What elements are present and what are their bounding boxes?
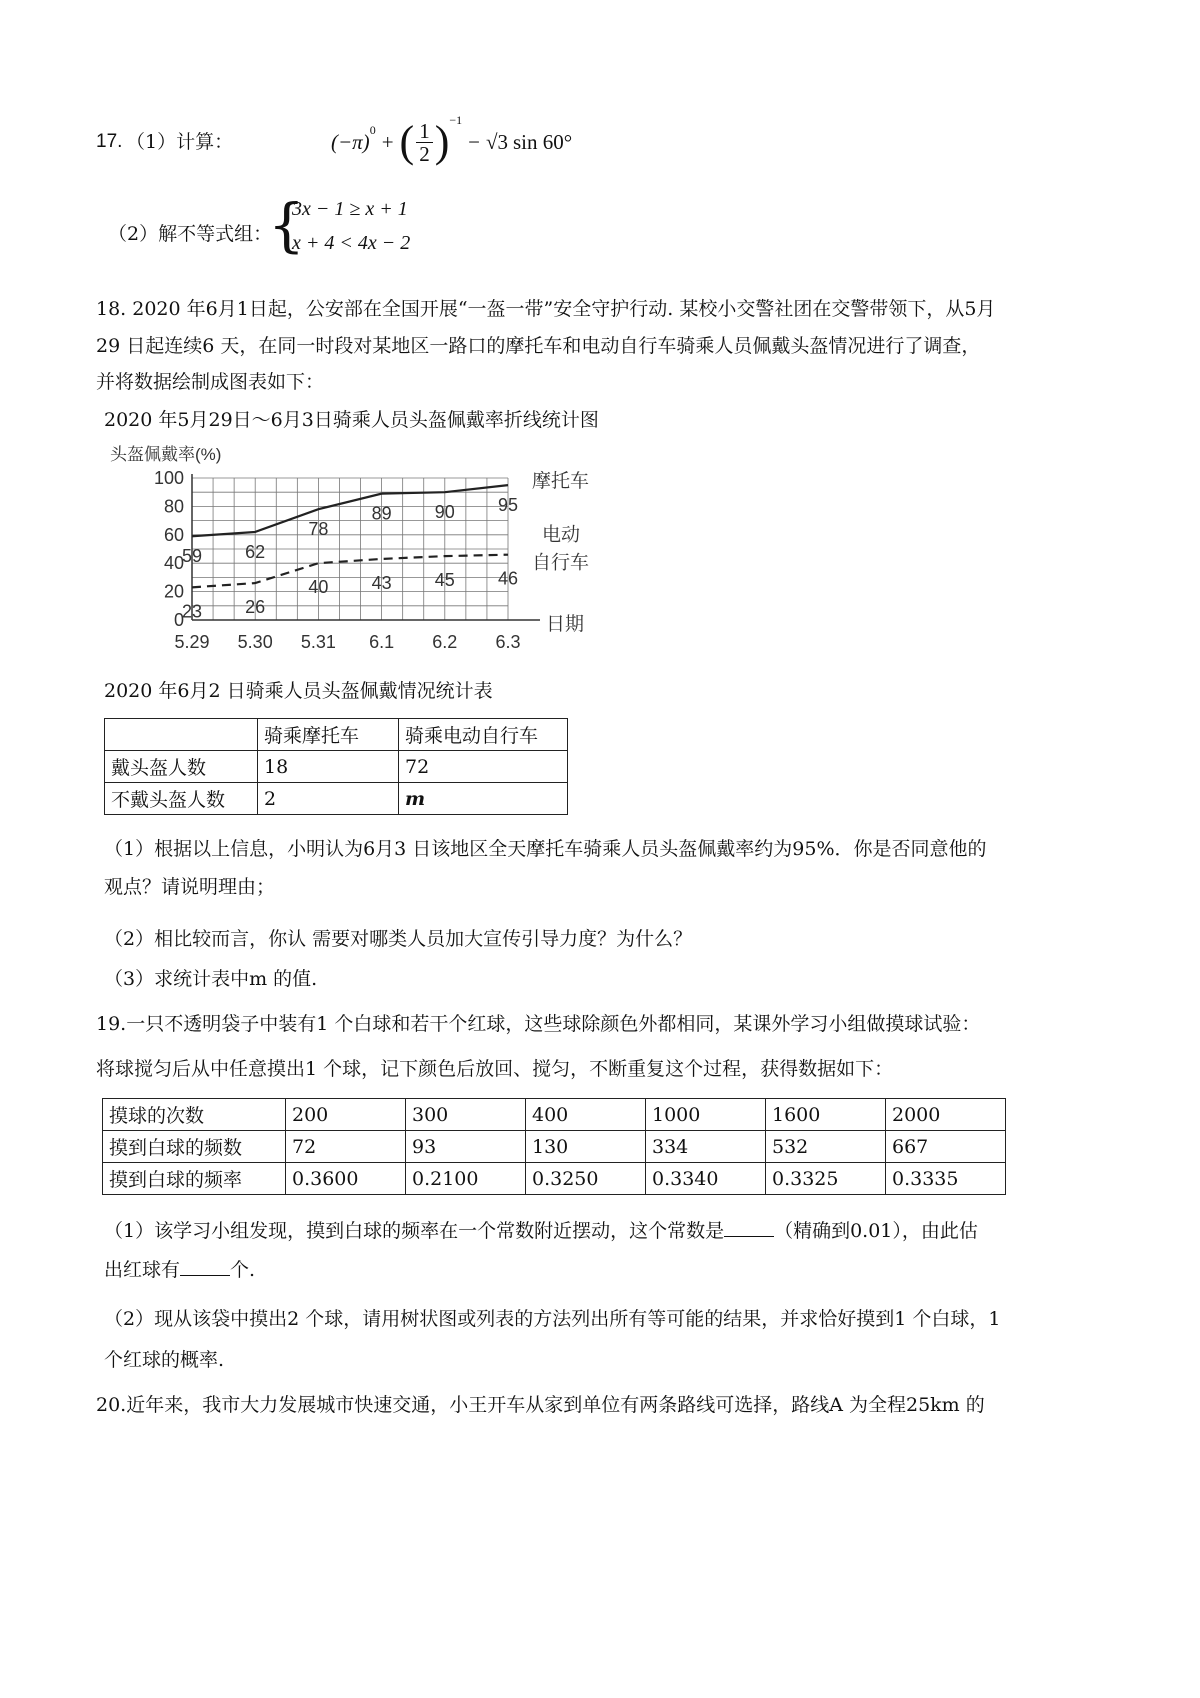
q19-sub2-line1: （2）现从该袋中摸出2 个球，请用树状图或列表的方法列出所有等可能的结果，并求恰好摸到1 个白球，1 [104, 1308, 1001, 1330]
series-name: 自行车 [532, 552, 590, 574]
series-names [532, 470, 589, 574]
q18-sub1-line1: （1）根据以上信息，小明认为6月3 日该地区全天摩托车骑乘人员头盔佩戴率约为95%．你是否同意他的 [104, 838, 987, 860]
table-cell: 不戴头盔人数 [105, 783, 258, 815]
y-tick-label: 80 [163, 496, 184, 517]
series-name: 电动 [542, 524, 581, 546]
table-cell: 72 [286, 1131, 406, 1163]
x-tick-label: 6.2 [432, 632, 458, 652]
data-label: 40 [308, 577, 329, 598]
table-cell: 0.3250 [526, 1163, 646, 1195]
table-cell: 2000 [886, 1099, 1006, 1131]
x-tick-label: 6.3 [495, 632, 521, 652]
data-label: 46 [497, 568, 519, 589]
q20-line1: 20.近年来，我市大力发展城市快速交通，小王开车从家到单位有两条路线可选择，路线A 为全程25km 的 [96, 1394, 985, 1416]
fraction-denominator: 2 [419, 141, 430, 166]
table-cell: 200 [286, 1099, 406, 1131]
table-cell: 摸到白球的频率 [103, 1163, 286, 1195]
table-cell: 300 [406, 1099, 526, 1131]
data-label: 62 [245, 541, 266, 562]
series-line [192, 485, 508, 536]
table-cell: 1600 [766, 1099, 886, 1131]
data-label: 59 [181, 546, 203, 567]
y-tick-label: 60 [163, 524, 184, 545]
y-tick-label: 100 [153, 468, 184, 488]
table-header-motorcycle: 骑乘摩托车 [258, 719, 399, 751]
data-label: 26 [245, 597, 266, 618]
table-row [103, 1131, 1006, 1163]
q19-sub1-text-pre: （1）该学习小组发现，摸到白球的频率在一个常数附近摆动，这个常数是 [104, 1220, 725, 1242]
chart-caption: 2020 年5月29日～6月3日骑乘人员头盔佩戴率折线统计图 [104, 409, 599, 431]
sin-sixty: sin 60° [513, 130, 573, 154]
series-lines [192, 485, 508, 587]
x-tick-label: 6.1 [369, 632, 395, 652]
q17-number: 17. [96, 131, 123, 152]
q17-part1-label: （1）计算： [126, 131, 234, 153]
q17-expression: (−π) $^0$ + ( $\frac{1}{2}$ ) $^{-1}$ − √3 sin 60° [331, 112, 572, 172]
table-cell: 1000 [646, 1099, 766, 1131]
table-cell: 532 [766, 1131, 886, 1163]
q19-sub1-line2 [104, 1257, 255, 1283]
table-caption: 2020 年6月2 日骑乘人员头盔佩戴情况统计表 [104, 680, 493, 702]
series-name: 摩托车 [532, 471, 590, 493]
table-cell: 667 [886, 1131, 1006, 1163]
q19-line2: 将球搅匀后从中任意摸出1 个球，记下颜色后放回、搅匀，不断重复这个过程，获得数据如下： [96, 1058, 894, 1080]
x-tick-label: 5.31 [300, 632, 336, 652]
table-cell: 0.3600 [286, 1163, 406, 1195]
ball-frequency-table [102, 1098, 1006, 1195]
inequality-2: x + 4 < 4x − 2 [292, 232, 411, 254]
table-cell [105, 719, 258, 751]
fraction-one-half [416, 120, 433, 165]
sqrt-three: √3 [485, 130, 508, 154]
q18-line1: 18. 2020 年6月1日起，公安部在全国开展“一盔一带”安全守护行动. 某校小交警社团在交警带领下，从5月 [96, 298, 996, 320]
table-cell: 72 [399, 751, 568, 783]
table-cell: 93 [406, 1131, 526, 1163]
q19-sub1b-text-pre: 出红球有 [104, 1259, 181, 1281]
fraction-numerator: 1 [416, 120, 433, 143]
q18-sub3: （3）求统计表中m 的值. [104, 968, 318, 990]
exponent-neg-one: −1 [449, 113, 463, 127]
table-cell: 2 [258, 783, 399, 815]
minus-sign: − [468, 130, 480, 154]
x-axis-label: 日期 [546, 614, 585, 635]
data-label: 95 [497, 495, 519, 516]
table-cell: 130 [526, 1131, 646, 1163]
table-cell: 戴头盔人数 [105, 751, 258, 783]
helmet-rate-line-chart [100, 438, 640, 658]
exponent-zero: 0 [369, 123, 376, 137]
y-axis-label: 头盔佩戴率(%) [110, 445, 222, 464]
neg-pi: (−π) [331, 130, 370, 154]
table-cell: 摸到白球的频数 [103, 1131, 286, 1163]
data-labels [182, 495, 518, 621]
answer-blank [724, 1218, 774, 1237]
data-label: 43 [371, 572, 392, 593]
x-tick-label: 5.30 [237, 632, 273, 652]
table-cell: 摸球的次数 [103, 1099, 286, 1131]
q19-sub1-text-post: （精确到0.01），由此估 [774, 1220, 978, 1242]
q18-sub2: （2）相比较而言，你认 需要对哪类人员加大宣传引导力度？为什么？ [104, 928, 693, 950]
q17-part2-label: （2）解不等式组： [108, 223, 273, 245]
data-label: 89 [371, 503, 392, 524]
q18-sub1-line2: 观点？请说明理由； [104, 876, 276, 898]
table-cell: 0.3325 [766, 1163, 886, 1195]
table-cell: 334 [646, 1131, 766, 1163]
table-row [103, 1163, 1006, 1195]
x-tick-labels [174, 632, 520, 652]
table-cell: 0.3340 [646, 1163, 766, 1195]
q19-sub1b-text-post: 个. [230, 1259, 256, 1281]
table-row [105, 719, 568, 751]
inequality-system [268, 191, 468, 262]
q19-sub2-line2: 个红球的概率. [104, 1349, 225, 1371]
y-tick-label: 40 [163, 553, 184, 574]
y-tick-labels [154, 468, 184, 630]
answer-blank [180, 1257, 230, 1276]
data-label: 78 [308, 519, 329, 540]
table-cell: 0.2100 [406, 1163, 526, 1195]
q18-line2: 29 日起连续6 天，在同一时段对某地区一路口的摩托车和电动自行车骑乘人员佩戴头盔情况进行了调查， [96, 335, 981, 357]
y-tick-label: 0 [173, 610, 184, 630]
q19-line1: 19.一只不透明袋子中装有1 个白球和若干个红球，这些球除颜色外都相同，某课外学习小组做摸球试验： [96, 1013, 981, 1035]
table-cell: m [399, 783, 568, 815]
q18-line3: 并将数据绘制成图表如下： [96, 371, 325, 393]
data-label: 90 [434, 502, 455, 523]
table-cell: 18 [258, 751, 399, 783]
inequality-1: 3x − 1 ≥ x + 1 [292, 198, 408, 220]
table-cell: 0.3335 [886, 1163, 1006, 1195]
data-label: 45 [434, 570, 455, 591]
data-label: 23 [181, 601, 203, 622]
table-cell: 400 [526, 1099, 646, 1131]
table-row [105, 751, 568, 783]
helmet-table [104, 718, 568, 815]
x-tick-label: 5.29 [174, 632, 210, 652]
table-row [103, 1099, 1006, 1131]
y-tick-label: 20 [163, 581, 184, 602]
table-row [105, 783, 568, 815]
left-brace: { [268, 191, 305, 259]
table-header-ebike: 骑乘电动自行车 [399, 719, 568, 751]
plus-sign: + [381, 130, 394, 154]
q19-sub1-line1 [104, 1218, 978, 1244]
